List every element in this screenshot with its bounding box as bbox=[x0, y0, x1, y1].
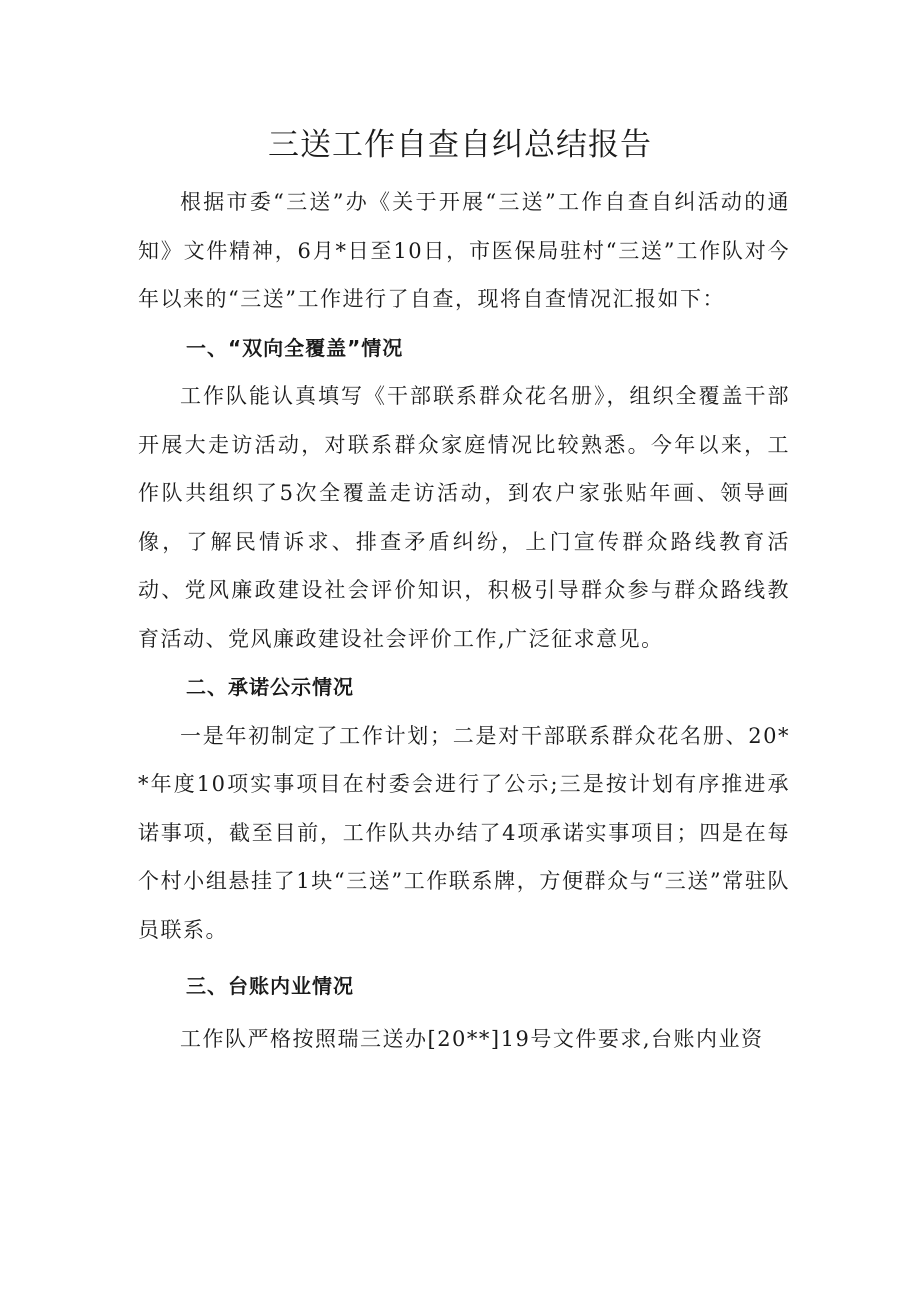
section-body-2: 一是年初制定了工作计划；二是对干部联系群众花名册、20**年度10项实事项目在村委会进行了公示;三是按计划有序推进承诺事项，截至目前，工作队共办结了4项承诺实事项目；四是在每个村小组悬挂了1块“三送”工作联系牌，方便群众与“三送”常驻队员联系。 bbox=[138, 723, 790, 942]
intro-paragraph: 根据市委“三送”办《关于开展“三送”工作自查自纠活动的通知》文件精神，6月*日至10日，市医保局驻村“三送”工作队对今年以来的“三送”工作进行了自查，现将自查情况汇报如下： bbox=[138, 190, 790, 311]
document-body bbox=[138, 178, 790, 1063]
section-heading-3: 三、台账内业情况 bbox=[186, 974, 354, 998]
document-title: 三送工作自查自纠总结报告 bbox=[268, 127, 652, 163]
section-heading-1: 一、“双向全覆盖”情况 bbox=[186, 335, 404, 360]
section-body-3: 工作队严格按照瑞三送办[20**]19号文件要求,台账内业资 bbox=[180, 1026, 764, 1051]
section-heading-2: 二、承诺公示情况 bbox=[186, 675, 354, 699]
section-body-1: 工作队能认真填写《干部联系群众花名册》，组织全覆盖干部开展大走访活动，对联系群众家庭情况比较熟悉。今年以来，工作队共组织了5次全覆盖走访活动，到农户家张贴年画、领导画像，了解民情诉求、排查矛盾纠纷，上门宣传群众路线教育活动、党风廉政建设社会评价知识，积极引导群众参与群众路线教育活动、党风廉政建设社会评价工作,广泛征求意见。 bbox=[138, 384, 790, 651]
